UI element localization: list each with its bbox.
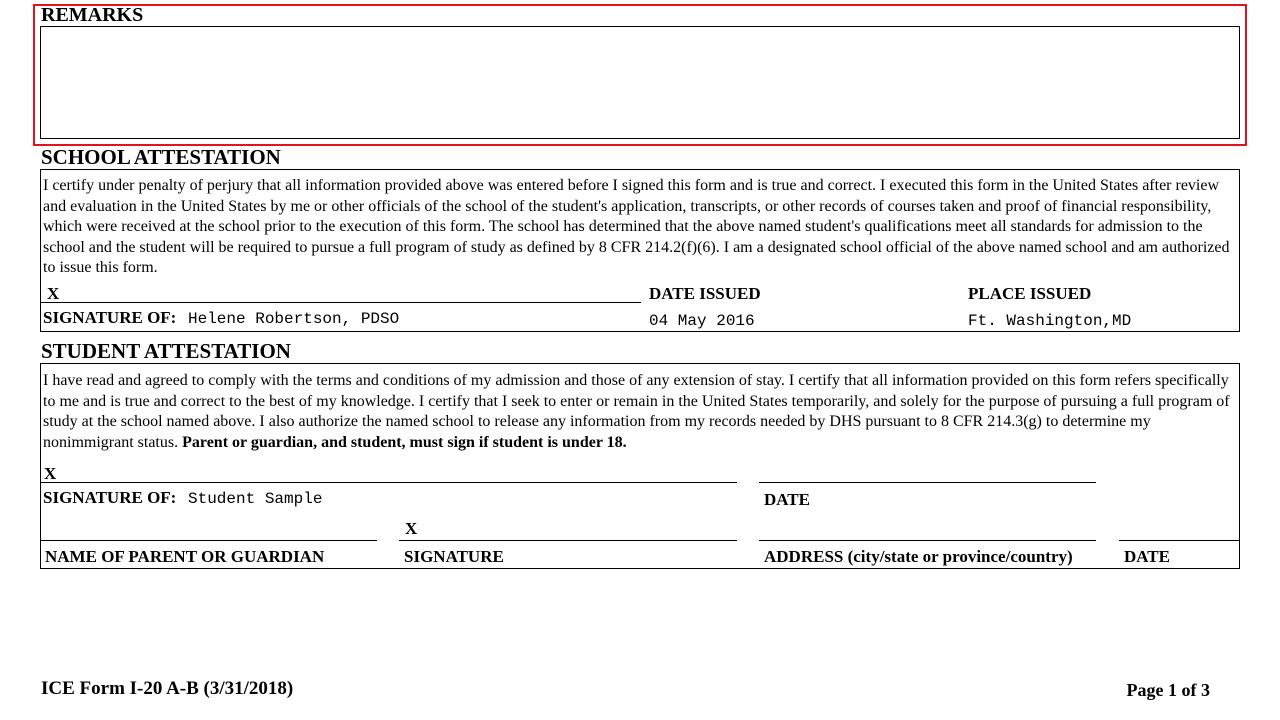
guardian-date-line <box>1119 540 1240 541</box>
guardian-date-label: DATE <box>1124 547 1170 566</box>
school-attestation-box <box>40 169 1240 332</box>
date-issued-value: 04 May 2016 <box>649 312 755 330</box>
school-signature-of-value: Helene Robertson, PDSO <box>188 310 400 328</box>
name-of-parent-label: NAME OF PARENT OR GUARDIAN <box>45 547 325 566</box>
school-signature-line <box>41 302 641 303</box>
student-signature-of-label: SIGNATURE OF: <box>43 488 177 507</box>
guardian-signature-x: X <box>405 519 418 538</box>
student-attestation-bold: Parent or guardian, and student, must sign if student is under 18. <box>182 433 627 451</box>
student-date-label: DATE <box>764 490 810 509</box>
place-issued-label: PLACE ISSUED <box>968 284 1092 303</box>
guardian-signature-line <box>399 540 737 541</box>
school-signature-x: X <box>47 284 60 303</box>
student-attestation-body: I have read and agreed to comply with the terms and conditions of my admission and those of any extension of stay. I certify that all information provided on this form refers specifically to me and is true and correct to the best of my knowledge. I certify that I seek to enter or remain in the United States temporarily, and solely for the purpose of pursuing a full program of study at the school named above. I also authorize the named school to release any information from my records needed by DHS pursuant to 8 CFR 214.3(g) to determine my nonimmigrant status. <box>43 372 1230 451</box>
student-attestation-text <box>43 371 1233 453</box>
guardian-address-label: ADDRESS (city/state or province/country) <box>764 547 1073 566</box>
page-number: Page 1 of 3 <box>1126 680 1210 700</box>
student-attestation-box <box>40 363 1240 569</box>
date-issued-label: DATE ISSUED <box>649 284 761 303</box>
guardian-name-line <box>41 540 377 541</box>
school-attestation-text: I certify under penalty of perjury that all information provided above was entered before I signed this form and is true and correct. I executed this form in the United States after review and evaluation in the United States by me or other officials of the school of the student's application, transcripts, or other records of courses taken and proof of financial responsibility, which were received at the school prior to the execution of this form. The school has determined that the above named student's qualifications meet all standards for admission to the school and the student will be required to pursue a full program of study as defined by 8 CFR 214.2(f)(6). I am a designated school official of the above named school and am authorized to issue this form. <box>43 177 1230 277</box>
school-signature-of-label: SIGNATURE OF: <box>43 308 177 327</box>
school-attestation-heading: SCHOOL ATTESTATION <box>41 145 281 169</box>
student-date-line <box>759 482 1096 483</box>
guardian-address-line <box>759 540 1096 541</box>
guardian-signature-label: SIGNATURE <box>404 547 504 566</box>
form-id: ICE Form I-20 A-B (3/31/2018) <box>41 678 294 699</box>
student-signature-line <box>41 482 737 483</box>
remarks-heading: REMARKS <box>41 4 144 26</box>
student-signature-of-value: Student Sample <box>188 490 323 508</box>
student-signature-x: X <box>44 464 57 483</box>
place-issued-value: Ft. Washington,MD <box>968 312 1132 330</box>
remarks-field[interactable] <box>40 26 1240 139</box>
student-attestation-heading: STUDENT ATTESTATION <box>41 339 291 363</box>
